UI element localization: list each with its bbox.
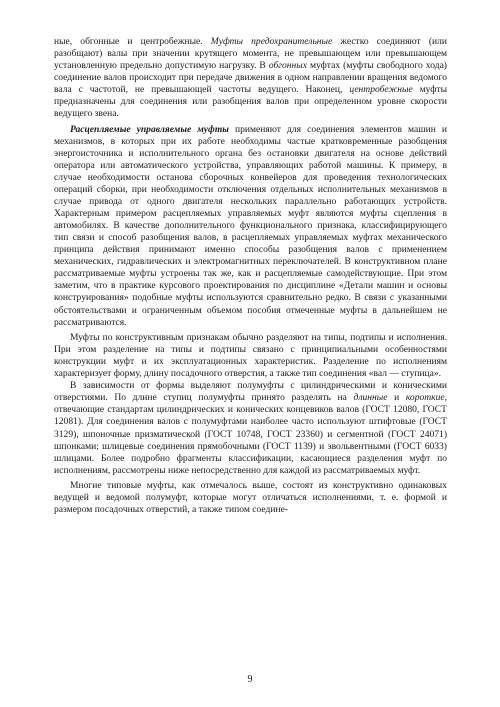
- text-run: В зависимости от формы выделяют полумуфты с цилиндрическими и коническими отверстиями. По длине ступиц полумуфты принято разделять на: [54, 380, 447, 404]
- page-number: 9: [247, 674, 253, 685]
- italic-term: обгонных: [268, 60, 307, 72]
- text-run: муфтах (муфты свободного хода) соединение валов происходит при передаче движения в одном направлении вращения ведомого вала с частотой, не превышающей частоты ведущего. Наконец,: [54, 60, 447, 96]
- italic-term: короткие: [405, 392, 445, 404]
- paragraph-4: [54, 380, 447, 476]
- text-run: муфты предназначены для соединения или разобщения валов при определенном уровне скорости ведущего звена.: [54, 84, 447, 120]
- text-run: и: [387, 392, 406, 404]
- document-body: [54, 36, 447, 516]
- italic-term: длинные: [353, 392, 388, 404]
- italic-term: центробежные: [349, 84, 413, 96]
- bold-italic-term: Расцепляемые управляемые муфты: [70, 123, 229, 135]
- paragraph-3: [54, 332, 447, 380]
- text-run: Муфты по конструктивным признакам обычно разделяют на типы, подтипы и исполнения. При этом разделение на типы и подтипы связано с принципиальными особенностями конструкции муфт и их эксплуатационных характеристик. Разделение по исполнениям характеризует форму, длину посадочного отверстия, а также тип соединения «вал — ступица».: [54, 332, 447, 380]
- paragraph-2: [54, 124, 447, 329]
- text-run: ные, обгонные и центробежные.: [54, 36, 211, 47]
- text-run: Многие типовые муфты, как отмечалось выше, состоят из конструктивно одинаковых ведущей и ведомой полумуфт, которые могут отличаться исполнениями, т. е. формой и размером посадочных отверстий, а также типом соедине-: [54, 480, 447, 516]
- text-run: , отвечающие стандартам цилиндрических и конических концевиков валов (ГОСТ 12080, ГОСТ 12081). Для соединения валов с полумуфтами наиболее часто используют штифтовые (ГОСТ 3129), шпоночные призматической (ГОСТ 10748, ГОСТ 23360) и сегментной (ГОСТ 24071) шпонками; шлицевые соединения прямобочными (ГОСТ 1139) и эвольвентными (ГОСТ 6033) шлицами. Более подробно фрагменты классификации, касающиеся разделения муфт по исполнениям, рассмотрены ниже непосредственно для каждой из рассматриваемых муфт.: [54, 392, 447, 476]
- paragraph-5: [54, 480, 447, 516]
- italic-term: Муфты предохранительные: [210, 36, 333, 47]
- text-run: применяют для соединения элементов машин и механизмов, в которых при их работе необходимы частые кратковременные разобщения энергоисточника и исполнительного органа без остановки двигателя на основе действий оператора или автоматического устройства, управляющих работой машины. К примеру, в случае необходимости останова сборочных конвейеров для проведения технологических операций сборки, при необходимости отключения отдельных исполнительных механизмов в случае привода от одного двигателя нескольких параллельно работающих устройств. Характерным примером расцепляемых управляемых муфт являются муфты сцепления в автомобилях. В качестве дополнительного функционального признака, классифицирующего тип связи и способ разобщения валов, в расцепляемых управляемых муфтах механического принципа действия принимают именно способы разобщения валов с применением механических, гидравлических и электромагнитных переключателей. В конструктивном плане рассматриваемые муфты устроены так же, как и расцепляемые самодействующие. При этом заметим, что в практике курсового проектирования по дисциплине «Детали машин и основы конструирования» подобные муфты используются сравнительно редко. В связи с указанными обстоятельствами и ограниченным объемом пособия отмеченные муфты в дальнейшем не рассматриваются.: [54, 123, 447, 328]
- paragraph-1: [54, 36, 447, 120]
- text-run: жестко соединяют (или разобщают) валы при значении крутящего момента, не превышающем или превышающем установленную предельно допустимую нагрузку. В: [54, 36, 447, 72]
